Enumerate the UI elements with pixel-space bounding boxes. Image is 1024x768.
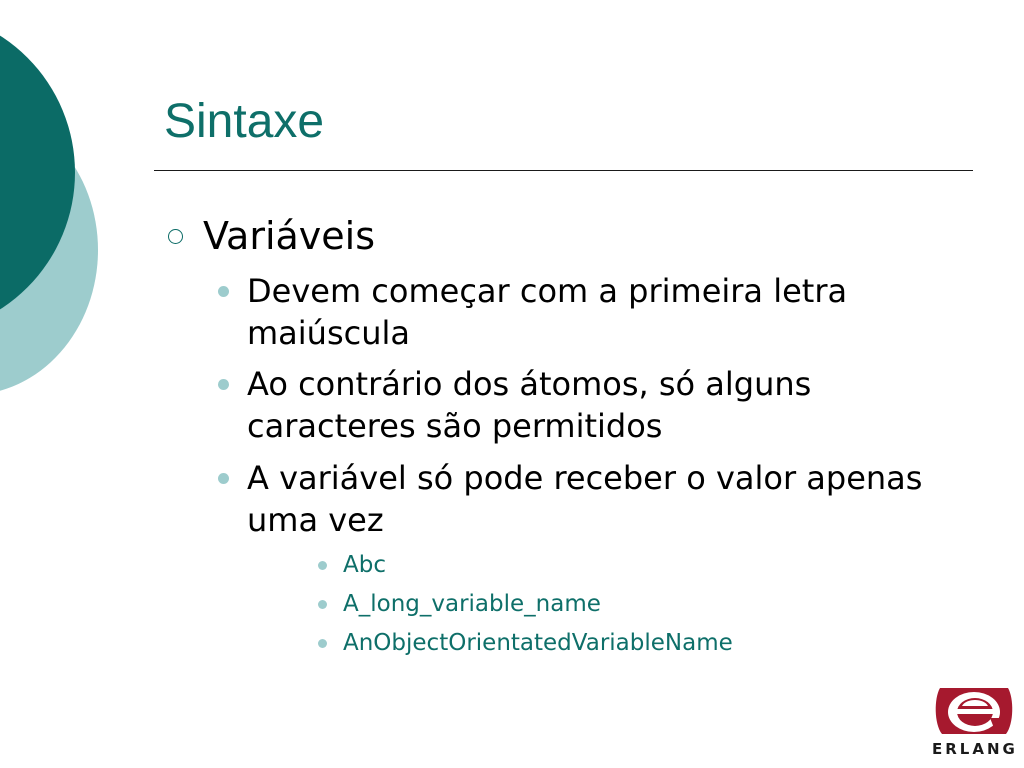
bullet-variaveis: [168, 214, 968, 258]
erlang-wordmark: ERLANG: [932, 740, 1018, 758]
subbullet-1: [218, 270, 938, 354]
dot-bullet-icon: [218, 286, 229, 297]
subbullet-text: Devem começar com a primeira letra maiúscula: [247, 272, 848, 352]
example-3: [318, 628, 733, 658]
example-text: AnObjectOrientatedVariableName: [343, 630, 733, 656]
ring-bullet-icon: [168, 229, 183, 244]
erlang-logo-icon: [932, 688, 1016, 740]
example-text: Abc: [343, 552, 386, 578]
bullet-text: Variáveis: [203, 214, 376, 258]
subbullet-2: [218, 363, 938, 447]
title-divider: [154, 170, 973, 171]
subbullet-3: [218, 457, 938, 541]
dot-bullet-icon: [318, 600, 327, 609]
dot-bullet-icon: [218, 473, 229, 484]
example-1: [318, 550, 386, 580]
subbullet-text: A variável só pode receber o valor apenas uma vez: [247, 459, 923, 539]
dot-bullet-icon: [318, 561, 327, 570]
slide-title: Sintaxe: [164, 95, 325, 148]
erlang-logo: [932, 688, 1016, 764]
subbullet-text: Ao contrário dos átomos, só alguns caracteres são permitidos: [247, 365, 812, 445]
dot-bullet-icon: [218, 379, 229, 390]
example-text: A_long_variable_name: [343, 591, 601, 617]
example-2: [318, 589, 601, 619]
dot-bullet-icon: [318, 639, 327, 648]
